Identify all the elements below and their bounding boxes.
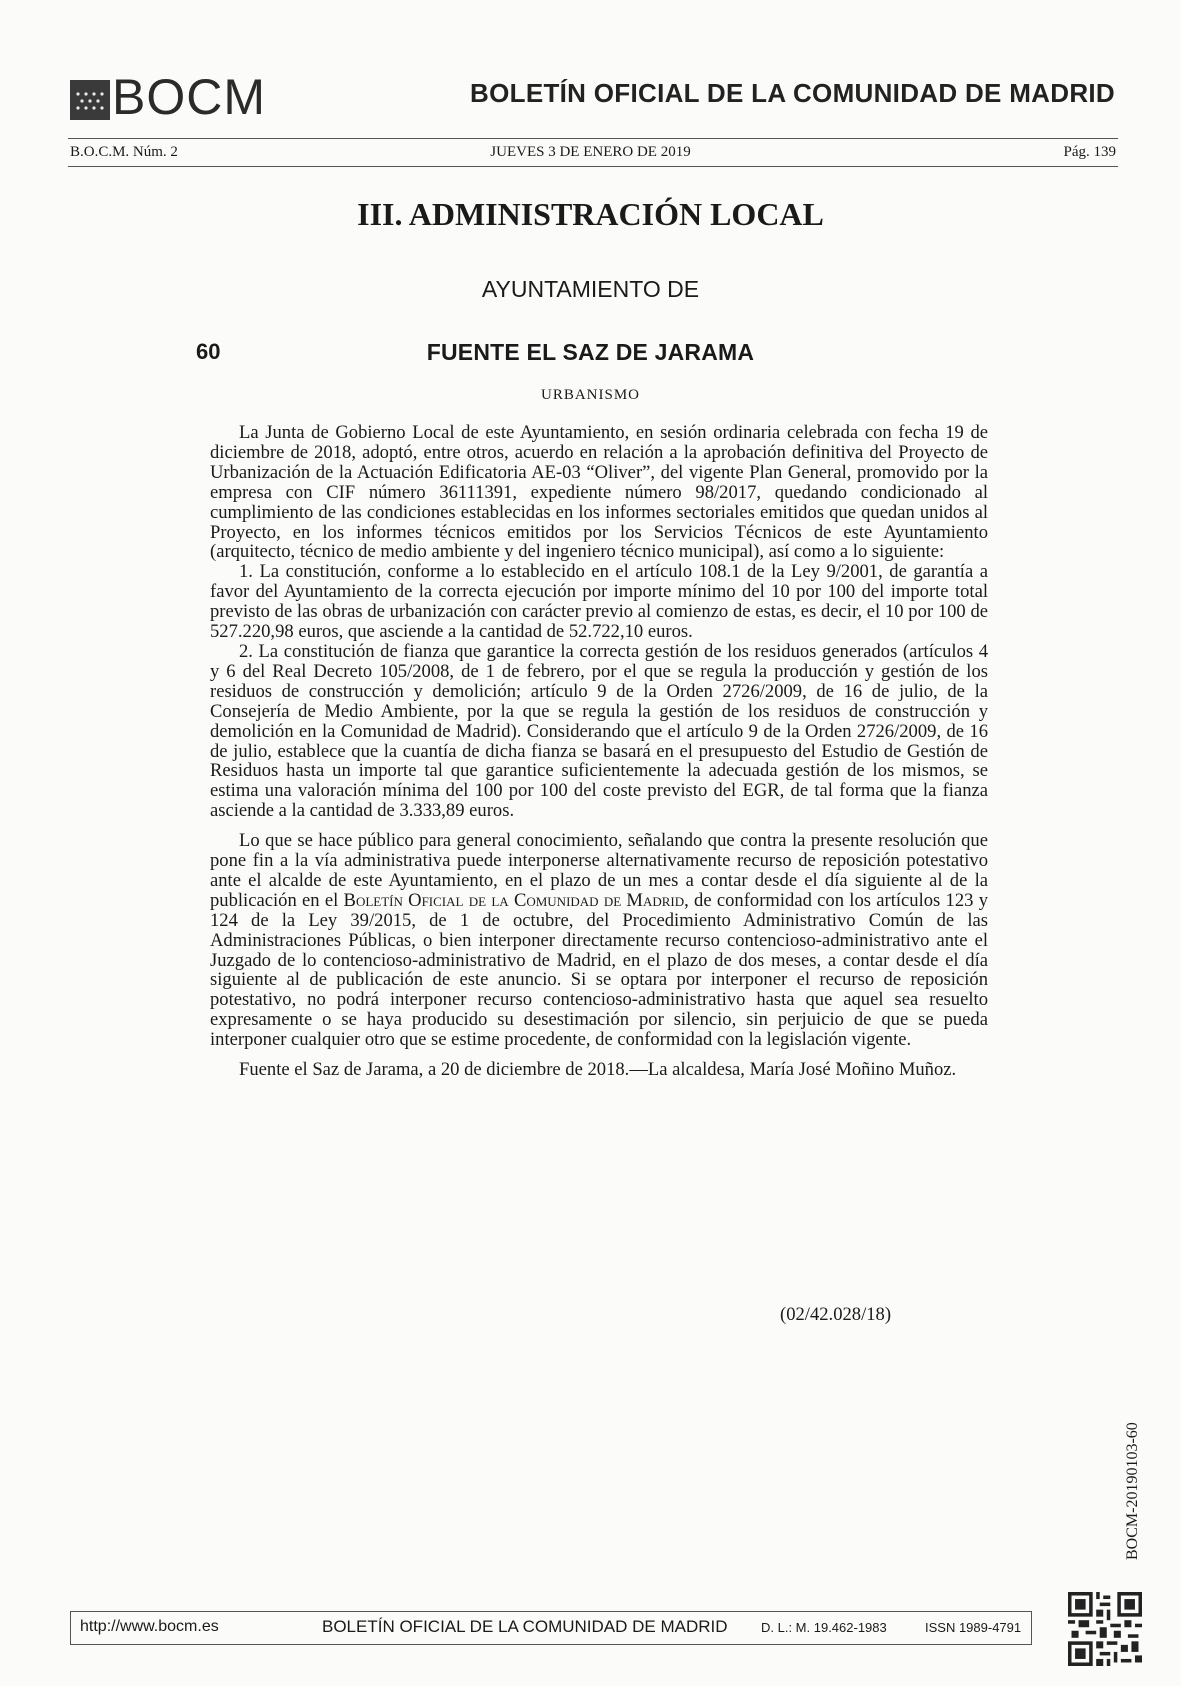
footer-url-link[interactable]: http://www.bocm.es bbox=[80, 1618, 219, 1635]
footer-title: BOLETÍN OFICIAL DE LA COMUNIDAD DE MADRID bbox=[322, 1617, 728, 1636]
header-rule bbox=[68, 138, 1118, 139]
municipality-title: FUENTE EL SAZ DE JARAMA bbox=[426, 339, 755, 365]
paragraph-signature: Fuente el Saz de Jarama, a 20 de diciembre de 2018.—La alcaldesa, María José Moñino Muñoz. bbox=[239, 1059, 957, 1081]
logo-text: BOCM bbox=[112, 69, 266, 125]
bocm-logo bbox=[70, 70, 266, 124]
header-title: BOLETÍN OFICIAL DE LA COMUNIDAD DE MADRID bbox=[470, 78, 1115, 108]
reference-code: (02/42.028/18) bbox=[780, 1304, 892, 1325]
footer-legal-deposit: D. L.: M. 19.462-1983 bbox=[761, 1620, 887, 1635]
side-code-text: BOCM-20190103-60 bbox=[1124, 1422, 1141, 1560]
gazette-name-smallcaps: Boletín Oficial de la Comunidad de Madrid bbox=[343, 889, 685, 911]
issue-number: B.O.C.M. Núm. 2 bbox=[70, 144, 178, 160]
paragraph-item-2: 2. La constitución de fianza que garantice la correcta gestión de los residuos generados (artículos 4 y 6 del Real Decreto 105/2008, de 1 de febrero, por el que se regula la producción y gestión de los residuos de construcción y demolición; artículo 9 de la Orden 2726/2009, de 16 de julio, de la Consejería de Medio Ambiente, por la que se regula la gestión de los residuos de construcción y demolición en la Comunidad de Madrid). Considerando que el artículo 9 de la Orden 2726/2009, de 16 de julio, establece que la cuantía de dicha fianza se basará en el presupuesto del Estudio de Gestión de Residuos hasta un importe tal que garantice suficientemente la adecuada gestión de los mismos, se estima una valoración mínima del 100 por 100 del coste previsto del EGR, de tal forma que la fianza asciende a la cantidad de 3.333,89 euros. bbox=[210, 640, 988, 822]
paragraph-item-1: 1. La constitución, conforme a lo establecido en el artículo 108.1 de la Ley 9/2001, de garantía a favor del Ayuntamiento de la correcta ejecución por importe mínimo del 10 por 100 del importe total previsto de las obras de urbanización con carácter previo al comienzo de estas, es decir, el 10 por 100 de 527.220,98 euros, que asciende a la cantidad de 52.722,10 euros. bbox=[210, 561, 988, 643]
section-title: III. ADMINISTRACIÓN LOCAL bbox=[357, 196, 824, 232]
subject-heading: URBANISMO bbox=[540, 387, 640, 403]
paragraph-intro: La Junta de Gobierno Local de este Ayuntamiento, en sesión ordinaria celebrada con fecha 19 de diciembre de 2018, adoptó, entre otros, acuerdo en relación a la aprobación definitiva del Proyecto de Urbanización de la Actuación Edificatoria AE-03 “Oliver”, del vigente Plan General, promovido por la empresa con CIF número 36111391, expediente número 98/2017, quedando condicionado al cumplimiento de las condiciones establecidas en los informes sectoriales emitidos que quedan unidos al Proyecto, en los informes técnicos emitidos por los Servicios Técnicos de este Ayuntamiento (arquitecto, técnico de medio ambiente y del ingeniero técnico municipal), así como a lo siguiente: bbox=[210, 422, 988, 563]
announcement-body bbox=[210, 423, 988, 1080]
side-document-code bbox=[1120, 1400, 1148, 1560]
appeal-text-b: , de conformidad con los artículos 123 y 124 de la Ley 39/2015, de 1 de octubre, del Procedimiento Administrativo Común de las Administraciones Públicas, o bien interponer directamente recurso contencioso-administrativo ante el Juzgado de lo contencioso-administrativo de Madrid, en el plazo de dos meses, a contar desde el día siguiente al de publicación de este anuncio. Si se optara por interponer el recurso de reposición potestativo, no podrá interponer recurso contencioso-administrativo hasta que aquel sea resuelto expresamente o se haya producido su desestimación por silencio, sin perjuicio de que se pueda interponer cualquier otro que se estime procedente, de conformidad con la legislación vigente. bbox=[210, 889, 989, 1051]
madrid-flag-icon bbox=[70, 80, 110, 120]
qr-code-icon bbox=[1068, 1592, 1142, 1666]
appeal-text-a: Lo que se hace público para general conocimiento, señalando que contra la presente resolución que pone fin a la vía administrativa puede interponerse alternativamente recurso de reposición potestativo ante el alcalde de este Ayuntamiento, en el plazo de un mes a contar desde el día siguiente al de la publicación en el bbox=[210, 830, 988, 911]
header-rule-bottom bbox=[68, 166, 1118, 167]
page-number: Pág. 139 bbox=[1063, 144, 1116, 160]
entry-number: 60 bbox=[196, 339, 221, 364]
footer-issn: ISSN 1989-4791 bbox=[925, 1620, 1022, 1635]
entity-prefix: AYUNTAMIENTO DE bbox=[481, 276, 700, 302]
issue-date: JUEVES 3 DE ENERO DE 2019 bbox=[490, 144, 691, 160]
paragraph-appeal bbox=[210, 831, 988, 1050]
